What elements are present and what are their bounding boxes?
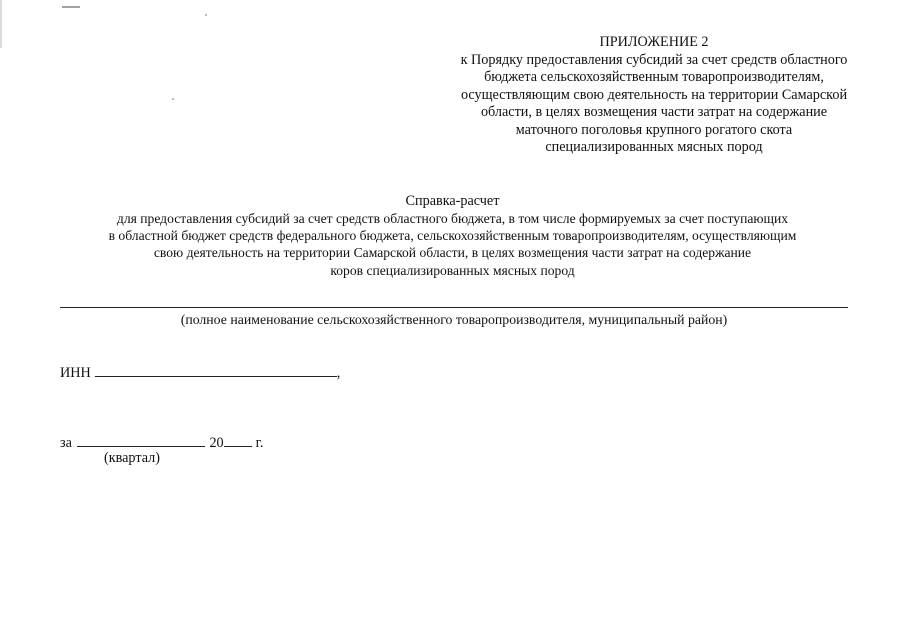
period-prefix: за	[60, 435, 72, 451]
quarter-caption: (квартал)	[104, 450, 160, 466]
fullname-input-line[interactable]	[60, 307, 848, 308]
inn-row	[60, 362, 340, 382]
inn-suffix: ,	[336, 365, 341, 381]
spravka-title: Справка-расчет	[405, 193, 500, 209]
inn-input-line[interactable]	[95, 362, 337, 377]
period-row	[60, 432, 263, 452]
scan-mark-artifact	[62, 6, 80, 8]
scan-edge-artifact	[0, 0, 2, 48]
spravka-line: коров специализированных мясных пород	[330, 262, 575, 278]
appendix-line: области, в целях возмещения части затрат на содержание	[480, 104, 828, 120]
appendix-line: специализированных мясных пород	[545, 139, 763, 155]
spravka-line: для предоставления субсидий за счет средств областного бюджета, в том числе формируемых за счет поступающих	[116, 211, 789, 226]
fullname-caption: (полное наименование сельскохозяйственного товаропроизводителя, муниципальный район)	[180, 312, 728, 327]
spravka-line: в областной бюджет средств федерального бюджета, сельскохозяйственным товаропроизводителям, осуществляющим	[108, 228, 797, 244]
quarter-input-line[interactable]	[77, 432, 205, 447]
appendix-line: к Порядку предоставления субсидий за счет средств областного	[460, 51, 848, 68]
inn-label: ИНН	[60, 365, 91, 381]
appendix-header	[396, 34, 905, 157]
year-suffix: г.	[255, 435, 264, 451]
appendix-line: маточного поголовья крупного рогатого скота	[515, 121, 793, 138]
spravka-line: свою деятельность на территории Самарской области, в целях возмещения части затрат на содержание	[153, 245, 752, 261]
year-prefix: 20	[209, 435, 224, 451]
year-input-line[interactable]	[224, 432, 252, 447]
spravka-heading	[0, 193, 905, 279]
appendix-line: осуществляющим свою деятельность на территории Самарской	[460, 86, 848, 103]
appendix-title: ПРИЛОЖЕНИЕ 2	[599, 34, 709, 50]
scan-dot-artifact	[205, 14, 207, 16]
scan-dot-artifact	[172, 98, 174, 100]
appendix-line: бюджета сельскохозяйственным товаропроизводителям,	[484, 69, 824, 85]
